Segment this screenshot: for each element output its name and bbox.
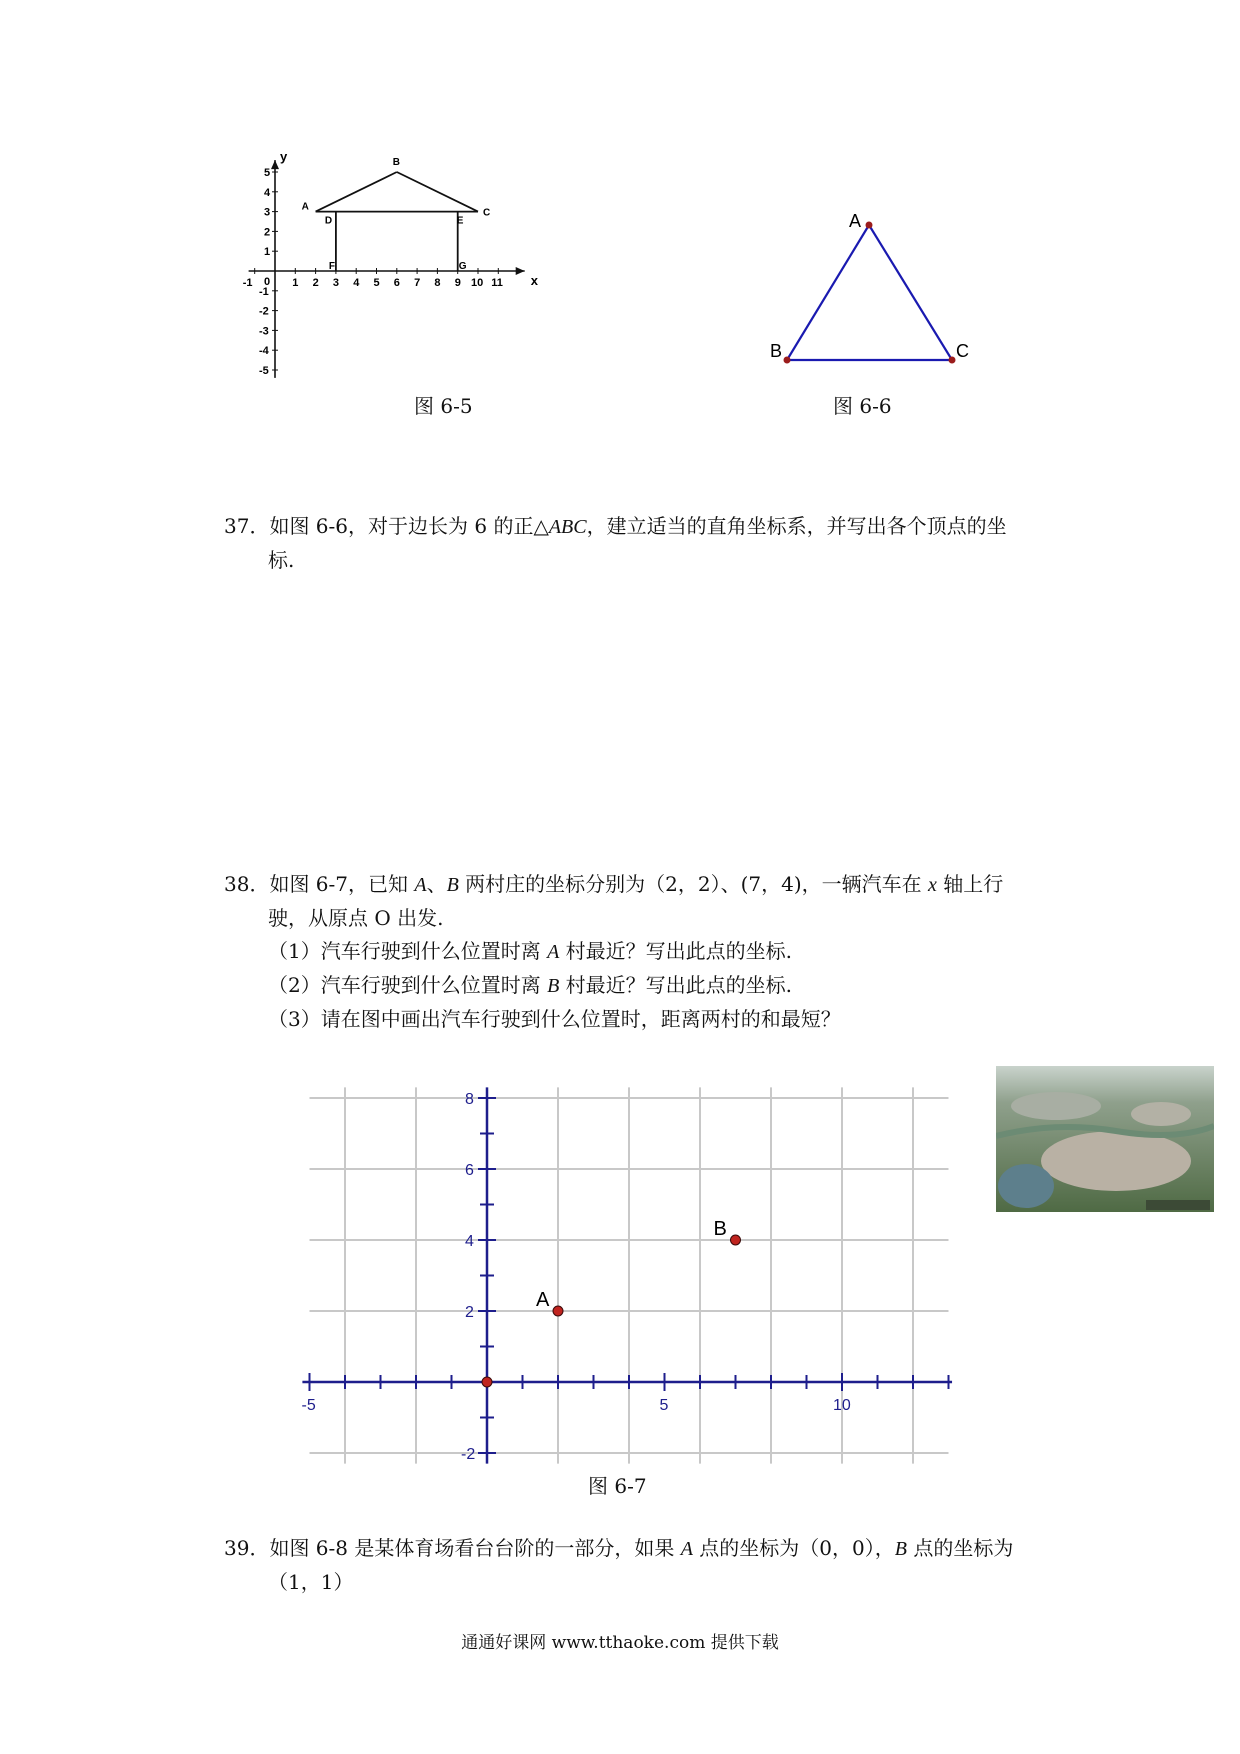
- question-text: 如图 6-6，对于边长为 6 的正△: [269, 514, 549, 538]
- sub-question-3: （3）请在图中画出汽车行驶到什么位置时，距离两村的和最短？: [268, 1007, 841, 1031]
- y-tick-label: -3: [259, 325, 269, 338]
- triangle-name: ABC: [548, 516, 587, 538]
- y-tick-label: 1: [264, 246, 271, 259]
- point-b-label: B: [713, 1218, 727, 1240]
- y-tick-label: 3: [264, 206, 271, 219]
- point-label-d: D: [324, 215, 333, 227]
- roof-left: [316, 172, 397, 212]
- origin-point: [482, 1377, 492, 1387]
- y-tick-label: 2: [465, 1304, 474, 1321]
- y-tick-label: -2: [259, 305, 269, 318]
- triangle-side-ab: [787, 225, 869, 360]
- x-tick-label: -1: [242, 277, 253, 289]
- page-footer: 通通好课网 www.tthaoke.com 提供下载: [461, 1633, 779, 1653]
- village-b: B: [547, 975, 560, 997]
- village-b: B: [446, 874, 459, 896]
- x-tick-label: 9: [454, 277, 461, 289]
- point-label-b: B: [392, 157, 401, 168]
- y-tick-label: 5: [264, 167, 271, 179]
- point-label-a: A: [301, 201, 309, 213]
- y-tick-label: 8: [465, 1091, 474, 1108]
- x-tick-label: 11: [491, 277, 503, 289]
- question-text: 点的坐标为: [906, 1536, 1014, 1560]
- x-tick-label: 2: [312, 277, 319, 289]
- sub-question-1: （1）汽车行驶到什么位置时离: [268, 939, 548, 963]
- vertex-a-label: A: [849, 211, 862, 231]
- y-tick-label: -2: [461, 1446, 476, 1463]
- figure-6-6: [760, 210, 990, 370]
- vertex-b-label: B: [770, 341, 783, 361]
- figure-6-7: [290, 1080, 970, 1480]
- point-b: B: [894, 1538, 907, 1560]
- y-axis-arrow: [271, 160, 279, 169]
- point-label-g: G: [458, 261, 467, 272]
- question-text: 、: [426, 872, 447, 896]
- x-tick-label: 7: [414, 277, 421, 289]
- point-label-c: C: [483, 207, 491, 219]
- figure-6-7-caption: 图 6-7: [588, 1474, 647, 1498]
- point-a-label: A: [536, 1289, 550, 1311]
- figure-6-6-caption: 图 6-6: [833, 394, 892, 418]
- origin-label: 0: [264, 276, 271, 288]
- x-tick-label: 5: [659, 1397, 669, 1414]
- x-tick-label: 10: [833, 1397, 851, 1414]
- x-tick-label: 8: [434, 277, 441, 289]
- vertex-b: [784, 357, 791, 364]
- question-number: 39．: [224, 1536, 270, 1560]
- x-axis-arrow: [516, 267, 525, 275]
- y-tick-label: 6: [465, 1162, 474, 1179]
- x-tick-label: 10: [471, 277, 484, 289]
- village-a: A: [414, 874, 427, 896]
- question-39: [224, 1532, 1084, 1599]
- figure-6-5-caption: 图 6-5: [414, 394, 473, 418]
- point-label-f: F: [328, 261, 336, 272]
- question-number: 37．: [224, 514, 270, 538]
- question-37: [224, 510, 1084, 577]
- y-tick-label: 4: [264, 186, 271, 199]
- x-tick-label: 6: [393, 277, 400, 289]
- question-text: 标.: [268, 548, 295, 572]
- y-tick-label: 2: [264, 226, 271, 239]
- question-text: （1，1）: [268, 1570, 354, 1594]
- question-text: 两村庄的坐标分别为（2，2）、(7，4)，一辆汽车在: [458, 872, 929, 896]
- sub-question-2: 村最近？写出此点的坐标.: [559, 973, 793, 997]
- roof-right: [397, 172, 478, 212]
- x-axis-symbol: x: [928, 874, 937, 896]
- vertex-c: [949, 357, 956, 364]
- y-axis-label: y: [280, 149, 288, 165]
- x-tick-label: 4: [353, 277, 360, 289]
- question-text: 轴上行: [936, 872, 1004, 896]
- point-a: [553, 1306, 563, 1316]
- question-38: [224, 868, 1084, 1036]
- y-tick-label: -4: [259, 345, 269, 358]
- y-tick-label: 4: [465, 1233, 474, 1250]
- y-tick-label: -5: [259, 365, 269, 377]
- vertex-a: [866, 222, 873, 229]
- question-text: 驶，从原点 O 出发.: [268, 906, 444, 930]
- question-text: ，建立适当的直角坐标系，并写出各个顶点的坐: [586, 514, 1007, 538]
- village-a: A: [547, 941, 560, 963]
- x-tick-label: 5: [373, 277, 380, 289]
- triangle-side-ca: [869, 225, 952, 360]
- x-axis-label: x: [530, 273, 539, 288]
- y-tick-label: -1: [259, 285, 269, 298]
- village-aerial-photo: [996, 1066, 1214, 1212]
- sub-question-1: 村最近？写出此点的坐标.: [559, 939, 793, 963]
- point-b: [731, 1235, 741, 1245]
- point-label-e: E: [456, 215, 464, 227]
- vertex-c-label: C: [956, 341, 969, 361]
- point-a: A: [680, 1538, 693, 1560]
- question-text: 如图 6-7，已知: [269, 872, 415, 896]
- question-text: 如图 6-8 是某体育场看台台阶的一部分，如果: [269, 1536, 681, 1560]
- x-tick-label: -5: [301, 1397, 316, 1414]
- x-tick-label: 1: [292, 277, 299, 289]
- x-tick-label: 3: [332, 277, 340, 289]
- sub-question-2: （2）汽车行驶到什么位置时离: [268, 973, 548, 997]
- question-number: 38．: [224, 872, 270, 896]
- question-text: 点的坐标为（0，0），: [692, 1536, 895, 1560]
